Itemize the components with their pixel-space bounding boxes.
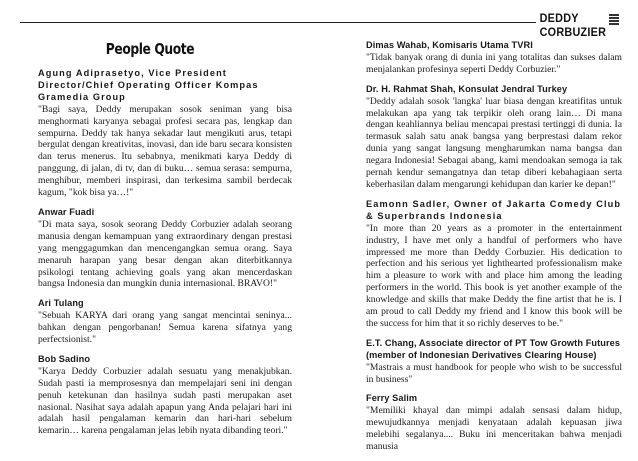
quote-text: "Karya Deddy Corbuzier adalah sesuatu yang menakjubkan. Sudah pasti ia memprosesnya dan mempelajari seni ini dengan penuh ketekunan dan hasilnya sudah pasti merupakan aset nasional. Nasihat saya adalah apapun yang Anda pelajari hari ini adalah hasil pengalaman kemarin dan hari-hari sebelum kemarin… karena pengalaman jelas lebih nyata dibanding teori." xyxy=(38,365,292,437)
quote-entry xyxy=(366,199,622,330)
quote-text: "Bagi saya, Deddy merupakan sosok seniman yang bisa menghormati karyanya sebagai profesi secara pas, lengkap dan sempurna. Deddy tak hanya sekadar laut mengikuti arus, tetapi bergulat dengan kreativitas, inovasi, dan ide baru secara konsisten dan terus menerus. Itu sebabnya, menikmati karya Deddy di panggung, di jalan, di tv, dan di buku… semua serasa: sempurna, menghibur, memberi inspirasi, dan terkesima sambil berdecak kagum, "kok bisa ya…!" xyxy=(38,103,292,199)
right-column xyxy=(366,40,622,461)
quote-author: E.T. Chang, Associate director of PT Tow Growth Futures (member of Indonesian Derivatives Clearing House) xyxy=(366,337,621,360)
quote-entry xyxy=(366,40,622,76)
quote-entry xyxy=(366,393,622,453)
quote-text: "Memiliki khayal dan mimpi adalah sensasi dalam hidup, mewujudkannya menjadi kenyataan adalah kepuasan jiwa melebihi segalanya.... Buku ini menceritakan bahwa menjadi manusia xyxy=(366,405,622,453)
quote-text: "Sebuah KARYA dari orang yang sangat mencintai seninya... bahkan dengan pengorbanan! Semua karena sifatnya yang perfectsionist." xyxy=(38,310,292,346)
quote-text: "Deddy adalah sosok 'langka' luar biasa dengan kreatifitas untuk melakukan apa yang tak terpikir oleh orang lain… Di mana dengan keahliannya beliau mencapai prestasi tertinggi di dunia. Ia termasuk salah satu anak bangsa yang berprestasi dalam rekor dunia yang sangat langsung mengharumkan nama bangsa dan negara Indonesia! Sebagai abang, kami mendoakan semoga ia tak pernah kendur semangatnya dan tetap diberi kebahagiaan serta keberhasilan dalam mengarungi kehidupan dan karier ke depan!" xyxy=(366,95,622,190)
quote-author: Bob Sadino xyxy=(38,353,91,364)
quote-author: Agung Adiprasetyo, Vice President Director/Chief Operating Officer Kompas Gramedia Group xyxy=(38,68,259,102)
quote-author: Eamonn Sadler, Owner of Jakarta Comedy Club & Superbrands Indonesia xyxy=(366,198,622,221)
quote-text: "In more than 20 years as a promoter in the entertainment industry, I have met only a handful of performers who have impressed me more than Deddy Corbuzier. His dedication to perfection and his serious yet lighthearted professionalism make him a pleasure to work with and place him among the leading performers in the world. This book is yet another example of the knowledge and skills that make Deddy the fine artist that he is. I am proud to call Deddy my friend and I know this book will be the success for him that it so richly deserves to be." xyxy=(366,222,622,329)
quote-entry xyxy=(366,84,622,191)
corbuzier-logo-icon xyxy=(609,14,619,27)
quote-author: Anwar Fuadi xyxy=(38,206,95,217)
brand-title: DEDDY CORBUZIER xyxy=(536,11,628,39)
quote-entry xyxy=(38,298,292,346)
quote-author: Ari Tulang xyxy=(38,298,84,309)
quote-author: Dimas Wahab, Komisaris Utama TVRI xyxy=(366,40,533,50)
quote-text: "Di mata saya, sosok seorang Deddy Corbuzier adalah seorang manusia dengan kemampuan yang extraordinary dengan prestasi yang menggagumkan dan mencengangkan semua orang. Saya menaruh harapan yang besar dengan akan diterbitkannya psikologi tentang achieving goals yang akan mencerdaskan bangsa Indonesia dan mungkin dunia internasional. BRAVO!" xyxy=(38,218,292,290)
quote-entry xyxy=(366,338,622,386)
quote-author: Ferry Salim xyxy=(366,393,418,404)
quote-entry xyxy=(38,68,292,199)
left-column xyxy=(38,68,292,445)
header-rule xyxy=(20,22,590,23)
page-header xyxy=(0,8,638,39)
quote-entry xyxy=(38,207,292,290)
quote-text: "Mastrais a must handbook for people who wish to be successful in business" xyxy=(366,361,622,385)
page-heading: People Quote xyxy=(105,40,195,58)
quote-entry xyxy=(38,354,292,437)
quote-text: "Tidak banyak orang di dunia ini yang totalitas dan sukses dalam menjalankan profesinya seperti Deddy Corbuzier." xyxy=(366,51,622,75)
quote-author: Dr. H. Rahmat Shah, Konsulat Jendral Turkey xyxy=(366,83,568,94)
